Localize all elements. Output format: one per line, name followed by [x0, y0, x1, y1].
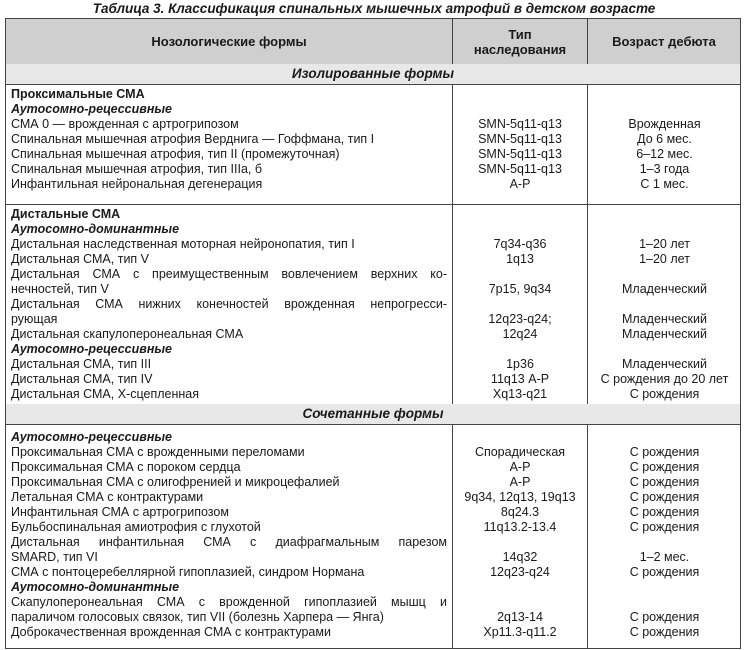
- onset-age-cell: 6–12 мес.: [636, 147, 693, 161]
- nosological-form-cell: Проксимальная СМА с олигофренией и микроцефалией: [11, 475, 340, 489]
- inheritance-cell: 1p36: [506, 357, 534, 371]
- section-combined: Сочетанные формы: [6, 404, 740, 425]
- header-onset: Возраст дебюта: [612, 34, 716, 49]
- inheritance-cell: А-Р: [509, 177, 531, 191]
- onset-age-cell: С рождения: [629, 565, 700, 579]
- nosological-form-cell: нечностей, тип V: [11, 282, 109, 296]
- nosological-form-cell: Аутосомно-рецессивные: [11, 430, 172, 444]
- table-row: [6, 445, 740, 460]
- nosological-form-cell: Доброкачественная врожденная СМА с контрактурами: [11, 625, 331, 639]
- nosological-form-cell: Дистальная СМА, Х-сцепленная: [11, 387, 199, 401]
- table-caption: Таблица 3. Классификация спинальных мышечных атрофий в детском возрасте: [92, 1, 656, 16]
- nosological-form-cell: Летальная СМА с контрактурами: [11, 490, 204, 504]
- onset-age-cell: С рождения: [629, 460, 700, 474]
- onset-age-cell: До 6 мес.: [637, 132, 692, 146]
- table-row: [6, 252, 740, 267]
- table-row: [6, 565, 740, 580]
- inheritance-cell: 12q23-q24: [490, 565, 550, 579]
- table-row: [6, 312, 740, 327]
- table-row: [6, 297, 740, 312]
- inheritance-cell: 1q13: [506, 252, 534, 266]
- classification-table: [5, 18, 741, 649]
- onset-age-cell: С рождения: [629, 387, 700, 401]
- inheritance-cell: 7q34-q36: [493, 237, 547, 251]
- nosological-form-cell: Аутосомно-доминантные: [11, 580, 180, 594]
- onset-age-cell: Младенческий: [622, 312, 707, 326]
- divider: [452, 19, 453, 64]
- onset-age-cell: С рождения: [629, 610, 700, 624]
- inheritance-cell: А-Р: [509, 460, 531, 474]
- nosological-form-cell: Дистальные СМА: [11, 207, 121, 221]
- table-row: [6, 505, 740, 520]
- nosological-form-cell: Спинальная мышечная атрофия, тип IIIa, б: [11, 162, 263, 176]
- nosological-form-cell: Проксимальная СМА с врожденными переломами: [11, 445, 305, 459]
- nosological-form-cell: параличом голосовых связок, тип VII (болезнь Харпера — Янга): [11, 610, 384, 624]
- inheritance-cell: 12q24: [502, 327, 538, 341]
- table-row: [6, 132, 740, 147]
- nosological-form-cell: SMARD, тип VI: [11, 550, 98, 564]
- inheritance-cell: Спорадическая: [474, 445, 566, 459]
- nosological-form-cell: Дистальная СМА, тип III: [11, 357, 152, 371]
- nosological-form-cell: Аутосомно-рецессивные: [11, 102, 172, 116]
- inheritance-cell: 2q13-14: [497, 610, 543, 624]
- divider: [587, 19, 588, 64]
- table-row: [6, 162, 740, 177]
- header-forms: Нозологические формы: [151, 34, 307, 49]
- nosological-form-cell: Аутосомно-рецессивные: [11, 342, 172, 356]
- table-row: [6, 387, 740, 402]
- inheritance-cell: SMN-5q11-q13: [478, 147, 562, 161]
- table-row: [6, 327, 740, 342]
- table-row: [6, 535, 740, 550]
- nosological-form-cell: Спинальная мышечная атрофия, тип II (промежуточная): [11, 147, 340, 161]
- table-row: [6, 237, 740, 252]
- table-row: [6, 267, 740, 282]
- nosological-form-cell: СМА 0 — врожденная с артрогрипозом: [11, 117, 239, 131]
- inheritance-cell: Хр11.3-q11.2: [483, 625, 557, 639]
- inheritance-subheading: [6, 102, 740, 117]
- inheritance-cell: 14q32: [502, 550, 538, 564]
- nosological-form-cell: Инфантильная нейрональная дегенерация: [11, 177, 263, 191]
- nosological-form-cell: Дистальная СМА с преимущественным вовлечением верхних ко-: [11, 267, 447, 281]
- nosological-form-cell: рующая: [11, 312, 58, 326]
- inheritance-cell: 12q23-q24;: [488, 312, 552, 326]
- nosological-form-cell: Проксимальная СМА с пороком сердца: [11, 460, 241, 474]
- nosological-form-cell: Проксимальные СМА: [11, 87, 145, 101]
- inheritance-cell: SMN-5q11-q13: [478, 132, 562, 146]
- inheritance-subheading: [6, 430, 740, 445]
- header-inheritance-line1: Тип: [508, 26, 532, 42]
- inheritance-cell: SMN-5q11-q13: [478, 162, 562, 176]
- onset-age-cell: Младенческий: [622, 327, 707, 341]
- onset-age-cell: 1–20 лет: [639, 252, 690, 266]
- onset-age-cell: С рождения: [629, 520, 700, 534]
- table-row: [6, 147, 740, 162]
- table-row: [6, 625, 740, 640]
- onset-age-cell: С рождения: [629, 625, 700, 639]
- inheritance-subheading: [6, 580, 740, 595]
- table-row: [6, 475, 740, 490]
- onset-age-cell: С рождения до 20 лет: [600, 372, 729, 386]
- table-row: [6, 372, 740, 387]
- nosological-form-cell: Дистальная инфантильная СМА с диафрагмальным парезом: [11, 535, 447, 549]
- table-row: [6, 550, 740, 565]
- nosological-form-cell: Дистальная скапулоперонеальная СМА: [11, 327, 244, 341]
- nosological-form-cell: Бульбоспинальная амиотрофия с глухотой: [11, 520, 261, 534]
- nosological-form-cell: СМА с понтоцеребеллярной гипоплазией, синдром Нормана: [11, 565, 365, 579]
- inheritance-cell: Хq13-q21: [492, 387, 548, 401]
- onset-age-cell: С рождения: [629, 445, 700, 459]
- nosological-form-cell: Дистальная СМА нижних конечностей врожденная непрогресси-: [11, 297, 447, 311]
- onset-age-cell: С рождения: [629, 505, 700, 519]
- group-heading: [6, 87, 740, 102]
- inheritance-cell: 8q24.3: [500, 505, 540, 519]
- nosological-form-cell: Спинальная мышечная атрофия Верднига — Гоффмана, тип I: [11, 132, 375, 146]
- nosological-form-cell: Дистальная наследственная моторная нейронопатия, тип I: [11, 237, 355, 251]
- table-row: [6, 595, 740, 610]
- nosological-form-cell: Инфантильная СМА с артрогрипозом: [11, 505, 229, 519]
- onset-age-cell: 1–3 года: [639, 162, 690, 176]
- nosological-form-cell: Аутосомно-доминантные: [11, 222, 180, 236]
- table-row: [6, 357, 740, 372]
- table-row: [6, 490, 740, 505]
- section-isolated: Изолированные формы: [6, 64, 740, 85]
- inheritance-subheading: [6, 342, 740, 357]
- header-inheritance-line2: наследования: [473, 41, 567, 57]
- table-row: [6, 460, 740, 475]
- inheritance-cell: 11q13.2-13.4: [483, 520, 557, 534]
- header-inheritance: [453, 19, 587, 64]
- nosological-form-cell: Дистальная СМА, тип IV: [11, 372, 153, 386]
- table-row: [6, 520, 740, 535]
- group-heading: [6, 207, 740, 222]
- inheritance-cell: 11q13 А-Р: [490, 372, 550, 386]
- nosological-form-cell: Дистальная СМА, тип V: [11, 252, 150, 266]
- table-row: [6, 282, 740, 297]
- nosological-form-cell: Скапулоперонеальная СМА с врожденной гипоплазией мышц и: [11, 595, 447, 609]
- table-row: [6, 117, 740, 132]
- table-row: [6, 177, 740, 192]
- inheritance-cell: А-Р: [509, 475, 531, 489]
- inheritance-cell: 9q34, 12q13, 19q13: [464, 490, 576, 504]
- onset-age-cell: Врожденная: [628, 117, 701, 131]
- table-row: [6, 610, 740, 625]
- inheritance-cell: 7p15, 9q34: [488, 282, 552, 296]
- onset-age-cell: С рождения: [629, 475, 700, 489]
- onset-age-cell: 1–2 мес.: [639, 550, 690, 564]
- table-header: [6, 19, 740, 65]
- inheritance-subheading: [6, 222, 740, 237]
- onset-age-cell: Младенческий: [622, 357, 707, 371]
- onset-age-cell: 1–20 лет: [639, 237, 690, 251]
- inheritance-cell: SMN-5q11-q13: [478, 117, 562, 131]
- onset-age-cell: Младенческий: [622, 282, 707, 296]
- onset-age-cell: С 1 мес.: [640, 177, 689, 191]
- onset-age-cell: С рождения: [629, 490, 700, 504]
